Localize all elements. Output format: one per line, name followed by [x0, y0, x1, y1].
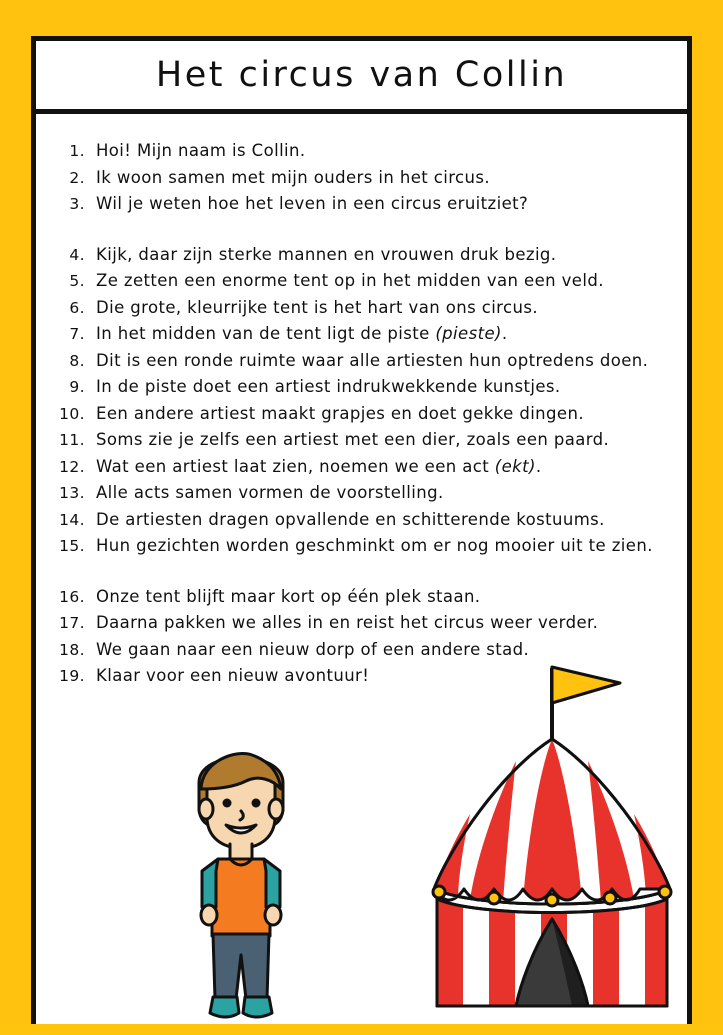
circus-tent-illustration	[406, 651, 681, 1026]
list-item	[58, 242, 665, 269]
line-number: 1.	[69, 142, 85, 160]
line-number: 10.	[59, 404, 85, 423]
list-item	[58, 374, 665, 401]
line-number: 15.	[59, 537, 85, 555]
list-item	[58, 584, 665, 611]
line-number: 19.	[59, 667, 85, 685]
list-item	[58, 533, 665, 560]
list-item	[58, 610, 665, 637]
line-number: 7.	[69, 325, 85, 343]
line-number: 3.	[69, 195, 85, 213]
line-number: 16.	[59, 587, 85, 606]
boy-collin-illustration	[166, 731, 316, 1031]
line-text: We gaan naar een nieuw dorp of een andere stad.	[96, 639, 530, 659]
reading-lines-list	[58, 138, 665, 690]
line-number: 18.	[59, 640, 85, 659]
list-item	[58, 165, 665, 192]
list-item	[58, 268, 665, 295]
illustration-area	[36, 641, 687, 1025]
reading-text-body	[36, 114, 687, 690]
line-number: 17.	[59, 614, 85, 632]
line-text: Alle acts samen vormen de voorstelling.	[96, 483, 444, 502]
title-bar	[36, 41, 687, 114]
worksheet-sheet	[31, 36, 692, 1024]
line-text: Ik woon samen met mijn ouders in het circus.	[96, 167, 491, 187]
list-item	[58, 348, 665, 375]
line-text: Soms zie je zelfs een artiest met een dier, zoals een paard.	[96, 430, 610, 449]
line-number: 14.	[59, 510, 85, 529]
list-item	[58, 401, 665, 428]
line-number: 4.	[69, 245, 85, 264]
list-item	[58, 321, 665, 348]
list-item	[58, 480, 665, 507]
list-item	[58, 454, 665, 481]
list-item	[58, 191, 665, 218]
list-item	[58, 427, 665, 454]
line-text: Klaar voor een nieuw avontuur!	[96, 666, 370, 685]
line-number: 6.	[69, 298, 85, 317]
line-text: Kijk, daar zijn sterke mannen en vrouwen druk bezig.	[96, 244, 557, 264]
line-text: Hoi! Mijn naam is Collin.	[96, 141, 306, 160]
line-text: Hun gezichten worden geschminkt om er nog mooier uit te zien.	[96, 536, 653, 555]
line-number: 9.	[69, 378, 85, 396]
line-text: Onze tent blijft maar kort op één plek staan.	[96, 586, 481, 606]
line-number: 5.	[69, 272, 85, 290]
list-item	[58, 138, 665, 165]
line-text: Die grote, kleurrijke tent is het hart van ons circus.	[96, 297, 538, 317]
line-text: De artiesten dragen opvallende en schitterende kostuums.	[96, 509, 605, 529]
line-text: Dit is een ronde ruimte waar alle artiesten hun optredens doen.	[96, 350, 649, 370]
line-text: In de piste doet een artiest indrukwekkende kunstjes.	[96, 377, 561, 396]
paragraph-spacer	[58, 218, 665, 242]
line-number: 2.	[69, 168, 85, 187]
line-text: Een andere artiest maakt grapjes en doet gekke dingen.	[96, 403, 584, 423]
line-number: 12.	[59, 457, 85, 476]
line-text: Ze zetten een enorme tent op in het midden van een veld.	[96, 271, 604, 290]
list-item	[58, 507, 665, 534]
paragraph-spacer	[58, 560, 665, 584]
page-title: Het circus van Collin	[155, 55, 568, 95]
line-number: 8.	[69, 351, 85, 370]
line-text: In het midden van de tent ligt de piste (pieste).	[96, 324, 508, 343]
line-number: 11.	[59, 431, 85, 449]
list-item	[58, 295, 665, 322]
line-number: 13.	[59, 484, 85, 502]
line-text: Daarna pakken we alles in en reist het circus weer verder.	[96, 613, 599, 632]
line-text: Wil je weten hoe het leven in een circus eruitziet?	[96, 194, 529, 213]
line-text: Wat een artiest laat zien, noemen we een act (ekt).	[96, 456, 542, 476]
